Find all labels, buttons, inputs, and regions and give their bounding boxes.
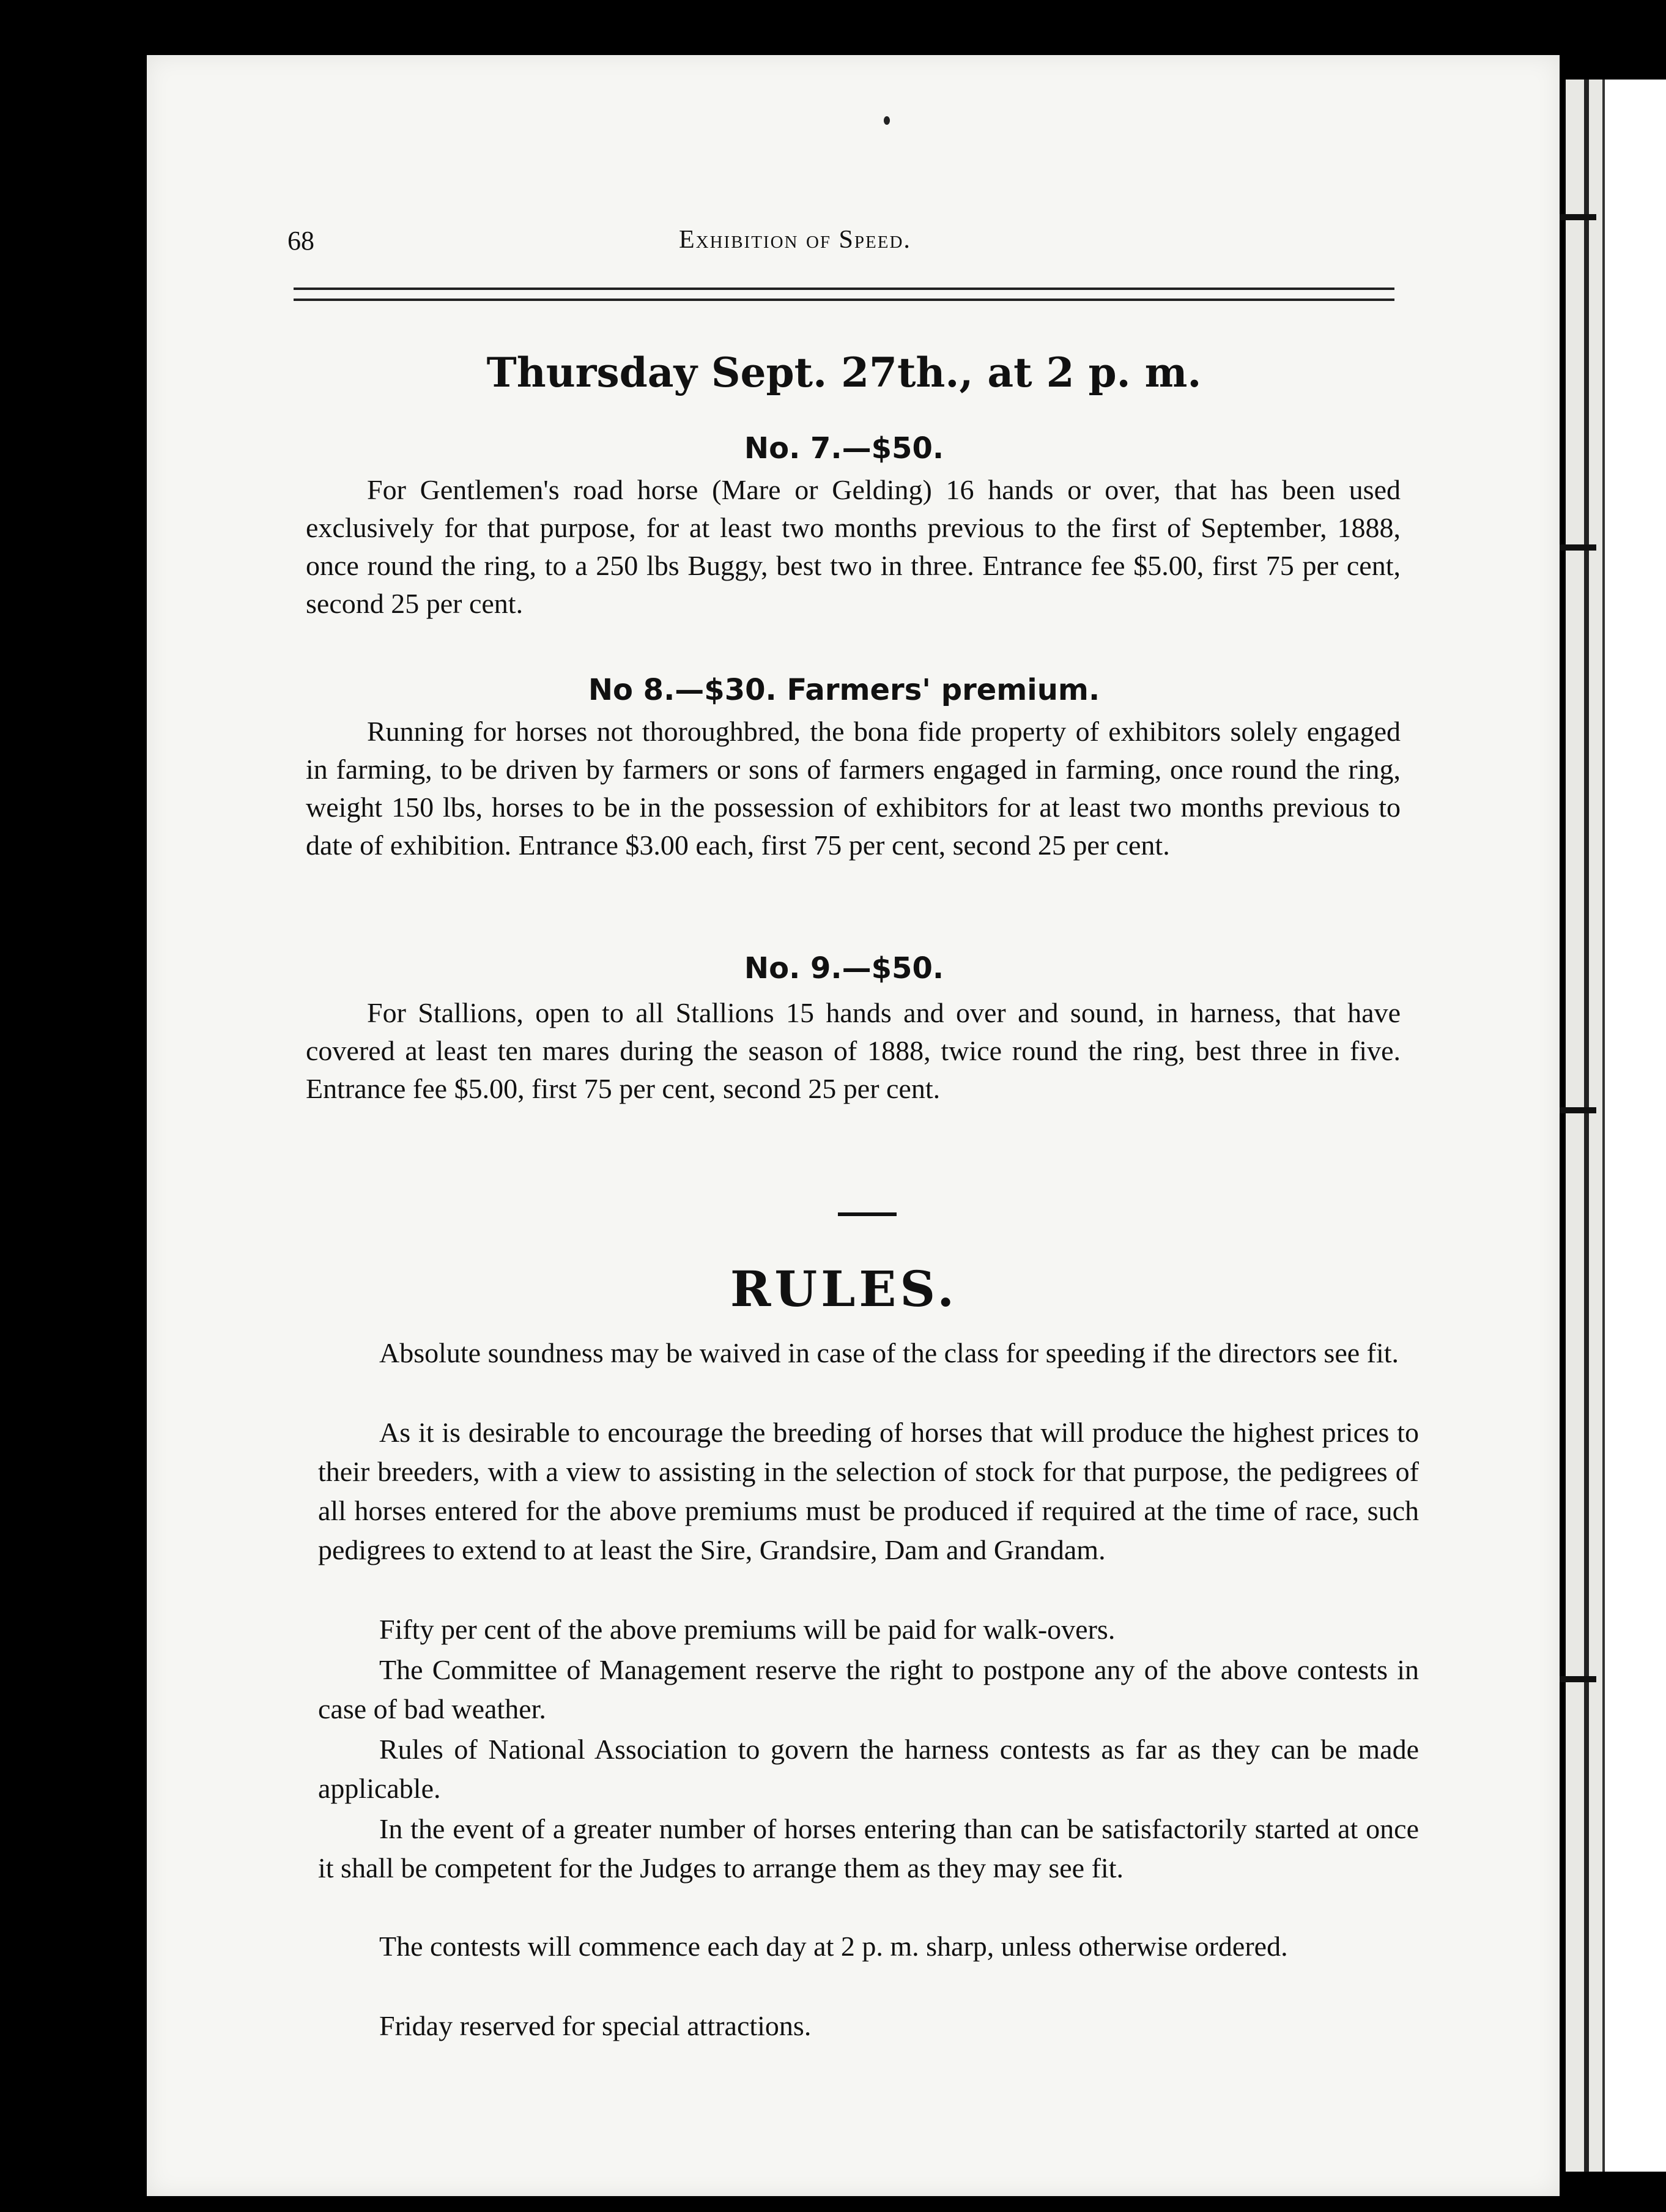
rule-paragraph: Rules of National Association to govern the harness contests as far as they can be made applicable. bbox=[318, 1734, 1419, 1804]
rule-paragraph: Absolute soundness may be waived in case of the class for speeding if the directors see fit. bbox=[379, 1337, 1399, 1368]
race-description: For Stallions, open to all Stallions 15 hands and over and sound, in harness, that have covered at least ten mares during the season of 1888, twice round the ring, best three in five. Entrance fee $5.00, first 75 per cent, second 25 per cent. bbox=[306, 997, 1401, 1104]
page-gutter-line bbox=[1584, 80, 1589, 2172]
race-heading: No 8.—$30. Farmers' premium. bbox=[588, 673, 1100, 707]
next-page-edge bbox=[1602, 80, 1666, 2172]
rule-paragraph: As it is desirable to encourage the breeding of horses that will produce the highest prices to their breeders, with a view to assisting in the selection of stock for that purpose, the pedigrees of all horses entered for the above premiums must be produced if required at the time of race, such pedigrees to extend to at least the Sire, Grandsire, Dam and Grandam. bbox=[318, 1417, 1419, 1565]
header-double-rule bbox=[294, 288, 1394, 301]
page-header bbox=[287, 225, 1382, 268]
rules-heading: RULES. bbox=[730, 1260, 958, 1318]
day-heading: Thursday Sept. 27th., at 2 p. m. bbox=[486, 349, 1202, 396]
race-heading: No. 7.—$50. bbox=[744, 431, 944, 466]
rule-paragraph: The Committee of Management reserve the right to postpone any of the above contests in case of bad weather. bbox=[318, 1654, 1419, 1724]
running-head: Exhibition of Speed. bbox=[679, 226, 911, 254]
rule-paragraph: The contests will commence each day at 2 p. m. sharp, unless otherwise ordered. bbox=[379, 1931, 1288, 1962]
race-description: For Gentlemen's road horse (Mare or Gelding) 16 hands or over, that has been used exclusively for that purpose, for at least two months previous to the first of September, 1888, once round the ring, to a 250 lbs Buggy, best two in three. Entrance fee $5.00, first 75 per cent, second 25 per cent. bbox=[306, 474, 1401, 619]
rule-paragraph: Fifty per cent of the above premiums will be paid for walk-overs. bbox=[379, 1614, 1116, 1645]
section-divider bbox=[838, 1212, 897, 1216]
page-number: 68 bbox=[287, 226, 314, 256]
race-description: Running for horses not thoroughbred, the bona fide property of exhibitors solely engaged in farming, to be driven by farmers or sons of farmers engaged in farming, once round the ring, weight 150 lbs, horses to be in the possession of exhibitors for at least two months previous to date of exhibition. Entrance $3.00 each, first 75 per cent, second 25 per cent. bbox=[306, 716, 1401, 861]
ink-dot bbox=[884, 116, 890, 125]
rule-paragraph: In the event of a greater number of horses entering than can be satisfactorily started at once it shall be competent for the Judges to arrange them as they may see fit. bbox=[318, 1813, 1419, 1884]
rule-paragraph: Friday reserved for special attractions. bbox=[379, 2010, 812, 2041]
race-heading: No. 9.—$50. bbox=[744, 951, 944, 985]
